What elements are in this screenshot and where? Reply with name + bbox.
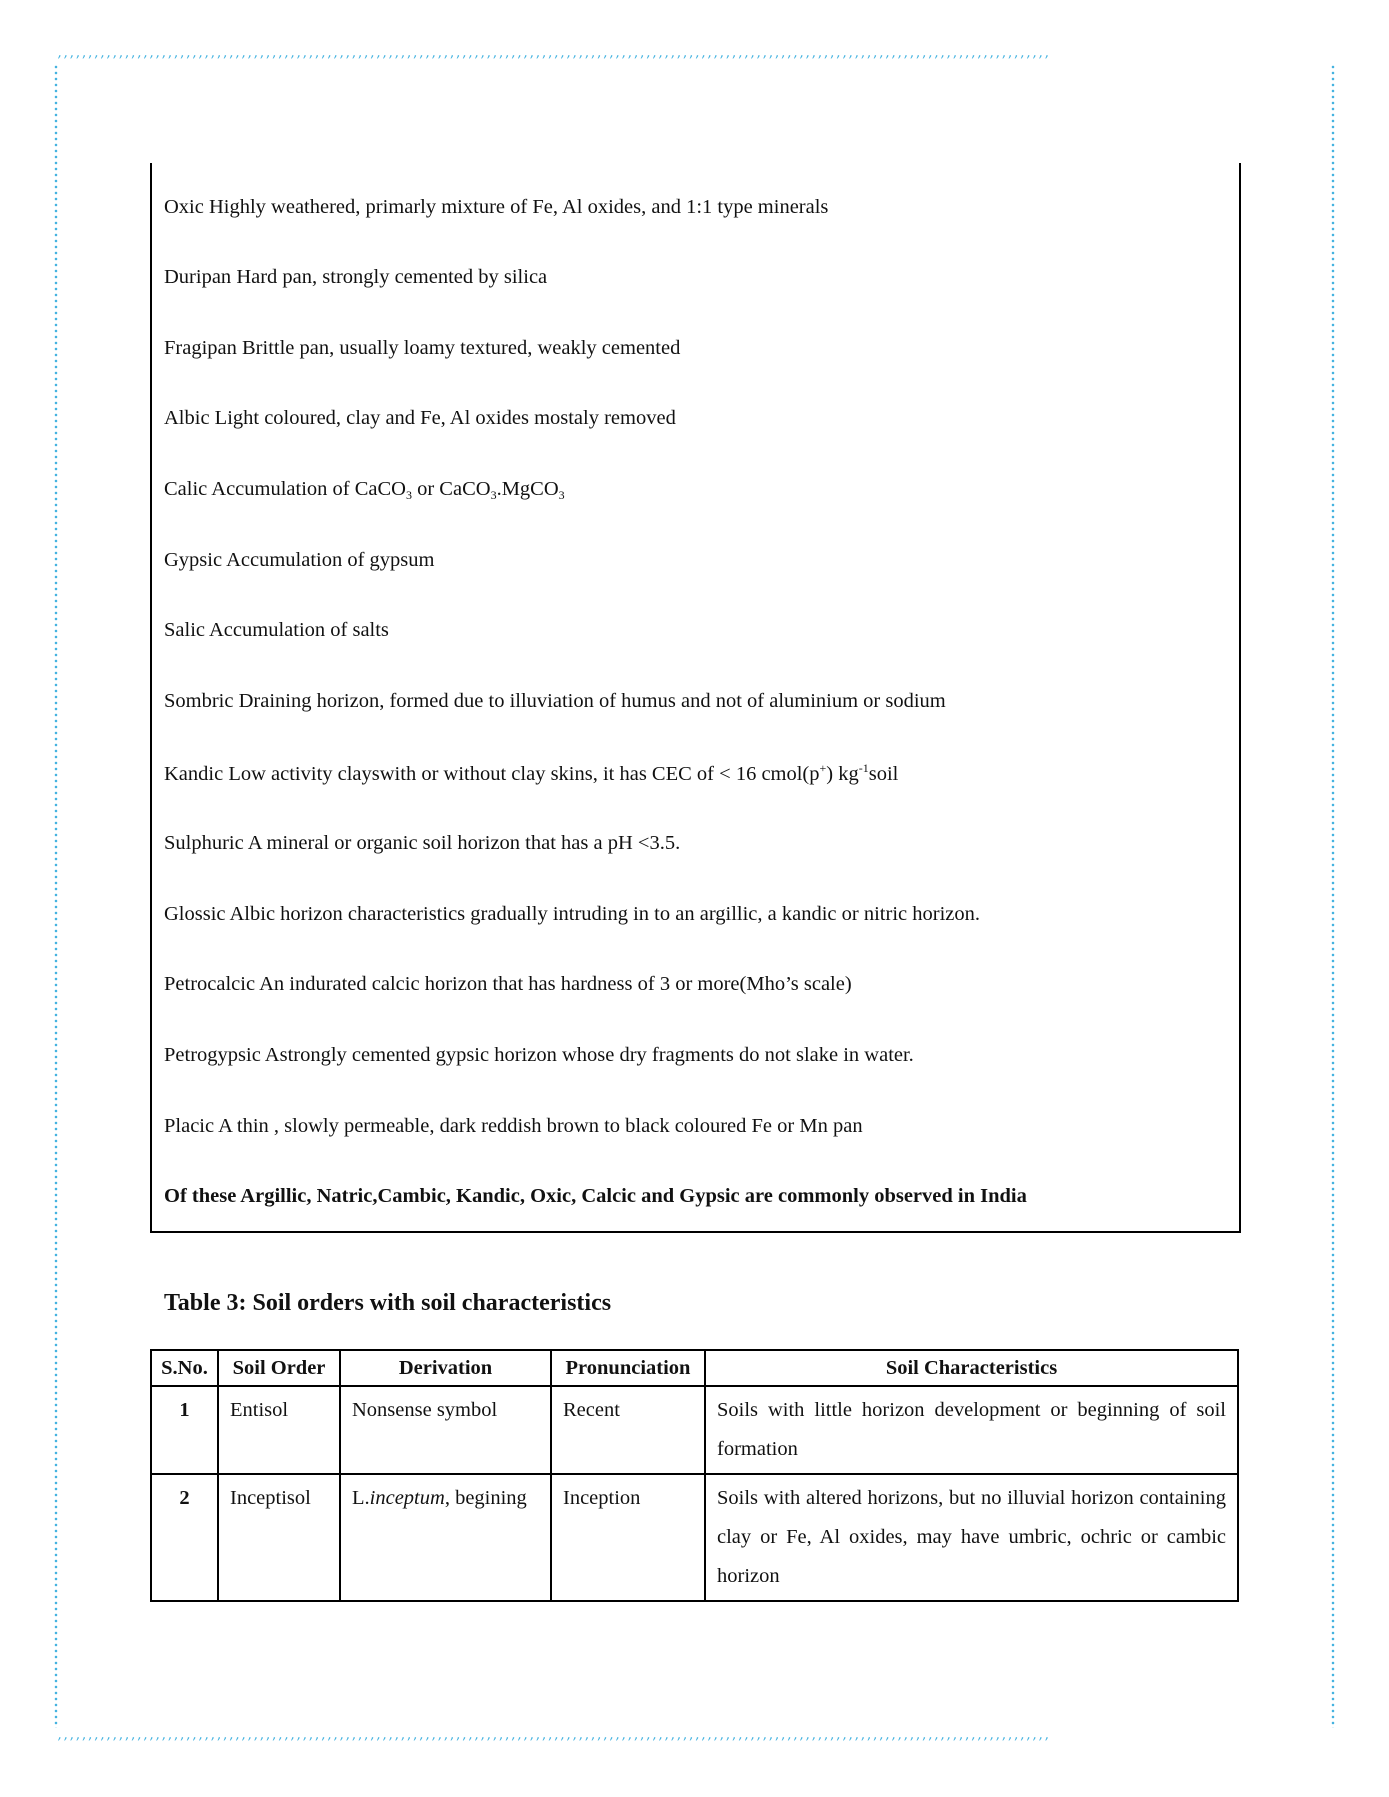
cell-soil-order: Inceptisol	[218, 1474, 340, 1601]
page-border-right	[1331, 64, 1335, 1728]
cell-soil-order: Entisol	[218, 1386, 340, 1474]
page-border-top: ,,,,,,,,,,,,,,,,,,,,,,,,,,,,,,,,,,,,,,,,,,,,,,,,,,,,,,,,,,,,,,,,,,,,,,,,,,,,,,,,,,,,,,,,,,,,,,,,,,,,,,,,,,,,,,,,,,,,,,,,,,,,,,,,,,,,,,,,,,,,,,,,,,,,,,,,,,,,,,,,,,	[58, 46, 1052, 60]
horizon-row: Sombric Draining horizon, formed due to illuviation of humus and not of aluminium or sodium	[164, 690, 946, 712]
cell-pronunciation: Recent	[551, 1386, 705, 1474]
table-row	[151, 1474, 1238, 1601]
horizon-row: Sulphuric A mineral or organic soil horizon that has a pH <3.5.	[164, 832, 681, 854]
horizon-row: Kandic Low activity clayswith or without clay skins, it has CEC of < 16 cmol(p+) $kg^{-1}soil$	[164, 761, 899, 785]
cell-derivation: Nonsense symbol	[340, 1386, 551, 1474]
cell-sno: 1	[151, 1386, 218, 1474]
table-row	[151, 1386, 1238, 1474]
cell-sno: 2	[151, 1474, 218, 1601]
column-header-soil-order: Soil Order	[218, 1350, 340, 1386]
soil-orders-table	[150, 1349, 1239, 1602]
column-header-pronunciation: Pronunciation	[551, 1350, 705, 1386]
horizon-row: Oxic Highly weathered, primarly mixture of Fe, Al oxides, and 1:1 type minerals	[164, 196, 829, 218]
horizon-row: Petrogypsic Astrongly cemented gypsic horizon whose dry fragments do not slake in water.	[164, 1044, 914, 1066]
cell-soil-characteristics: Soils with altered horizons, but no illuvial horizon containing clay or Fe, Al oxides, may have umbric, ochric or cambic horizon	[705, 1474, 1238, 1601]
horizon-row: Duripan Hard pan, strongly cemented by silica	[164, 266, 548, 288]
table-title: Table 3: Soil orders with soil characteristics	[164, 1290, 612, 1316]
horizon-row: Gypsic Accumulation of gypsum	[164, 549, 435, 571]
horizon-row: Albic Light coloured, clay and Fe, Al oxides mostaly removed	[164, 407, 676, 429]
horizon-row: Petrocalcic An indurated calcic horizon that has hardness of 3 or more(Mho’s scale)	[164, 973, 852, 995]
horizon-row: Fragipan Brittle pan, usually loamy textured, weakly cemented	[164, 337, 681, 359]
horizon-row: Glossic Albic horizon characteristics gradually intruding in to an argillic, a kandic or nitric horizon.	[164, 903, 980, 925]
summary-note: Of these Argillic, Natric,Cambic, Kandic, Oxic, Calcic and Gypsic are commonly observed in India	[164, 1185, 1027, 1207]
page-border-left	[54, 64, 58, 1728]
horizon-row: Calic Accumulation of CaCO$_3$ or CaCO$_3$.MgCO$_3$	[164, 478, 565, 502]
cell-soil-characteristics: Soils with little horizon development or beginning of soil formation	[705, 1386, 1238, 1474]
horizon-row: Placic A thin , slowly permeable, dark reddish brown to black coloured Fe or Mn pan	[164, 1115, 863, 1137]
column-header-derivation: Derivation	[340, 1350, 551, 1386]
diagnostic-horizons-box	[150, 163, 1241, 1233]
page-border-bottom: ,,,,,,,,,,,,,,,,,,,,,,,,,,,,,,,,,,,,,,,,,,,,,,,,,,,,,,,,,,,,,,,,,,,,,,,,,,,,,,,,,,,,,,,,,,,,,,,,,,,,,,,,,,,,,,,,,,,,,,,,,,,,,,,,,,,,,,,,,,,,,,,,,,,,,,,,,,,,,,,,,,	[58, 1728, 1052, 1742]
column-header-sno: S.No.	[151, 1350, 218, 1386]
column-header-soil-characteristics: Soil Characteristics	[705, 1350, 1238, 1386]
table-header-row	[151, 1350, 1238, 1386]
cell-pronunciation: Inception	[551, 1474, 705, 1601]
horizon-row: Salic Accumulation of salts	[164, 619, 389, 641]
cell-derivation: L.inceptum, begining	[340, 1474, 551, 1601]
